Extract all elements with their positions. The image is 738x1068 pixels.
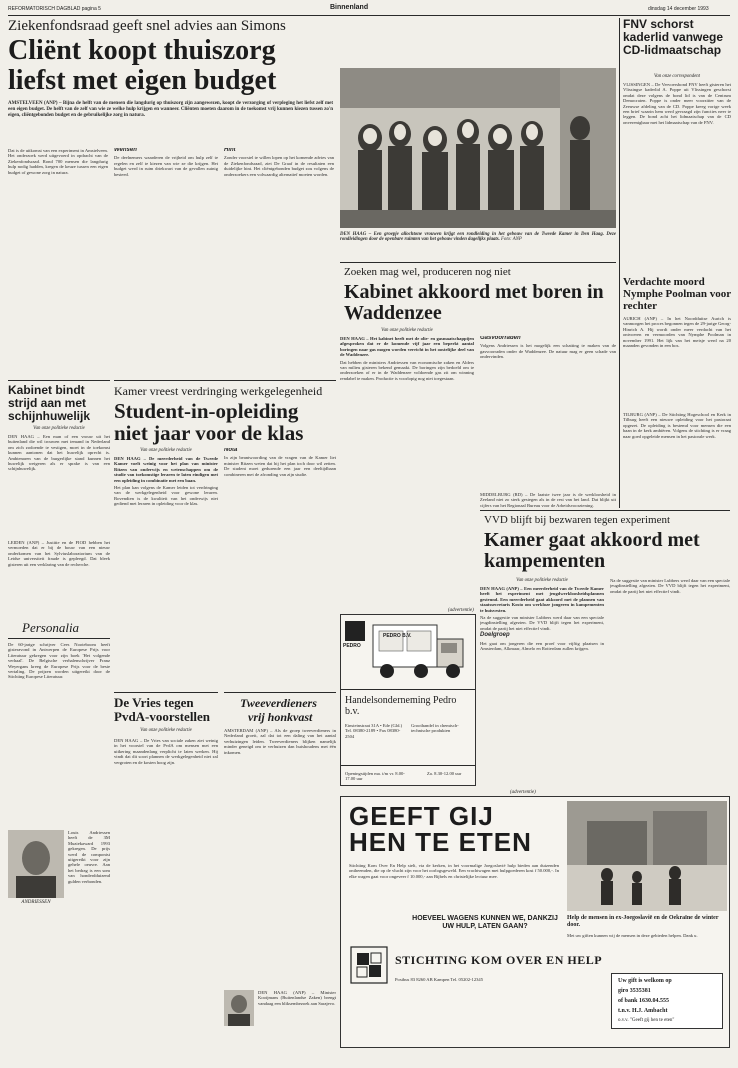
lead-col1 — [8, 148, 108, 378]
pedro-hours-right: Za. 8.30-12.00 uur — [427, 771, 462, 776]
waddenzee-col1 — [340, 336, 474, 604]
lead-col3-sub: Hint — [224, 148, 236, 153]
kooijmans-body: DEN HAAG (ANP) – Minister Kooijmans (Buitenlandse Zaken) brengt vandaag een bliksembezoek aan Sarajevo. — [258, 990, 336, 1006]
kabinet-strijd-body: DEN HAAG – Een man of een vrouw uit het buitenland die wil trouwen met iemand in Nederland om zich zodoende te vestigen, moet in de toekomst kunnen aantonen dat het huwelijk oprecht is. Ambtenaren van de burgerlijke stand kunnen het huwelijk weigeren als er sprake is van een schijnhuwelijk. — [8, 434, 110, 472]
kom-gift-box — [611, 973, 723, 1029]
pedro-hours-left: Openingstijden ma. t/m vr. 8.00-17.00 uur — [345, 771, 405, 782]
section-rule-middle — [114, 380, 336, 381]
kom-postbus: Postbus 83 8260 AB Kampen Tel. 05202-12345 — [395, 977, 484, 982]
waddenzee-intro: DEN HAAG – Het kabinet heeft met de olie- en gasmaatschappijen afgesproken dat er de komende vijf jaar een beperkt aantal boringen naar gas mogen worden verricht in het oostelijke deel van de Waddenzee. — [340, 336, 474, 358]
vvd-col2-text: Na de suggestie van minister Lubbers werd daar van een speciale jeugdinstelling afgezien. De VVD blijft tegen het experiment, omdat de partij het niet effectief vindt. — [610, 578, 730, 594]
kooijmans-photo — [224, 990, 254, 1026]
student-sub: Nota — [224, 448, 238, 453]
pvda-body: DEN HAAG – De Vries van sociale zaken ziet weinig in het voorstel van de PvdA om mensen met een uitkering maandenlang verplicht te laten werken. Hij vindt dat dit soort plannen de werkgelegenheid niet zal vergroten en de kosten hoog zijn. — [114, 738, 218, 765]
lead-intro: AMSTELVEEN (ANP) – Bijna de helft van de mensen die langdurig op thuiszorg zijn aangewezen, koopt de verzorging of verpleging het liefst zelf met een eigen budget. De helft van de zelf van wie ze welke hulp krijgen en wanneer. Cliënten moeten daarom in de toekomst vrij kunnen kiezen tussen zo'n eigen, cliëntgebonden budget en de gebruikelijke zorg in natura. — [8, 101, 333, 118]
masthead-date: dinsdag 14 december 1993 — [648, 6, 709, 12]
kom-logo-icon — [349, 945, 389, 985]
kom-org: STICHTING KOM OVER EN HELP — [395, 953, 603, 967]
masthead-paper: REFORMATORISCH DAGBLAD pagina 5 — [8, 6, 101, 12]
student-body-2: In zijn beantwoording van de vragen van de Kamer liet minister Ritzen weten dat hij het plan toch door wil zetten. De student moet gedurende een jaar een deeltijdbaan combineren met de afronding van zijn studie. — [224, 455, 336, 477]
student-col2 — [224, 448, 336, 688]
waddenzee-byline: Van onze politieke redactie — [381, 328, 433, 333]
parliament-photo — [340, 68, 616, 228]
kom-caption-body: Met uw giften kunnen wij de mensen in deze gebieden helpen. Dank u. — [567, 933, 698, 938]
personalia-body: De 60-jarige schrijver Cees Nooteboom heeft gisteravond in Antwerpen de Europese Prijs voor Literatuur gekregen voor zijn boek 'Het volgende verhaal'. De Belgische verhalenschrijver Franz Weyergans kreeg de Europese Prijs voor de beste vertaling. De prijzen worden uitgereikt door de Stichting Europese Literatuur. — [8, 642, 110, 680]
vvd-rule — [480, 510, 730, 511]
tilburg-body: TILBURG (ANP) – De Stichting Hogeschool en Kerk in Tilburg heeft een nieuwe opleiding voor het pastoraat opgezet. De opleiding is bestemd voor mensen die een baan in de kerk ambiëren. Volgens de stichting is er vraag naar goed opgeleide mensen in het pastorale werk. — [623, 412, 731, 439]
vvd-col1 — [480, 586, 604, 784]
pvda-headline: De Vries tegen PvdA-voorstellen — [114, 695, 211, 724]
parliament-photo-image — [340, 68, 616, 228]
tweeverdieners-body: AMSTERDAM (ANP) – Als de groep tweeverdieners in Nederland groeit, zal dat tot een daling van het aantal verhuizingen leiden. Tweeverdieners blijken namelijk minder geneigd om te verhuizen dan huishoudens met één inkomen. — [224, 728, 336, 755]
student-kicker: Kamer vreest verdringing werkgelegenheid — [114, 384, 323, 398]
vvd-col2 — [610, 578, 730, 784]
parliament-photo-credit: Foto: ANP — [500, 237, 522, 243]
personalia-heading: Personalia — [22, 620, 80, 635]
vvd-sub: Doelgroep — [480, 632, 510, 639]
parliament-photo-caption-text: DEN HAAG – Een groepje allochtone vrouwen krijgt een rondleiding in het gebouw van de Tweede Kamer in Den Haag. Deze rondleidingen door de openbare ruimten van het gebouw vinden dagelijks plaats. — [340, 232, 616, 243]
kom-gift-5: o.v.v. "Geeft gij hen te eten" — [618, 1018, 675, 1023]
student-col1 — [114, 456, 218, 688]
pedro-ad-label: (advertentie) — [448, 608, 474, 613]
kom-photo-image — [567, 801, 727, 911]
pedro-truck — [369, 619, 471, 685]
waddenzee-rule — [340, 262, 616, 263]
personalia-body-2: Louis Andriessen heeft de 3M Muziekaward 1993 gekregen. De prijs werd de componist uitgereikt voor zijn gehele oeuvre. Aan het bedrag is een som van honderdduizend gulden verbonden. — [68, 830, 110, 884]
pedro-address-right: Groothandel in chemisch-technische produkten — [411, 723, 459, 734]
waddenzee-kicker: Zoeken mag wel, produceren nog niet — [344, 266, 511, 278]
pvda-byline: Van onze politieke redactie — [140, 728, 192, 733]
kom-banner: HOEVEEL WAGENS KUNNEN WE, DANKZIJ UW HULP, LATEN GAAN? — [412, 915, 558, 930]
kom-gift-2: giro 3535381 — [618, 988, 651, 994]
fnv-headline: FNV schorst kaderlid vanwege CD-lidmaatschap — [623, 17, 724, 57]
student-headline: Student-in-opleiding niet jaar voor de klas — [114, 399, 304, 445]
kom-intro: Stichting Kom Over En Help stelt, via de kerken, in het voormalige Joegoslavië hulp bieden aan duizenden ontheemden, die op de vlucht zijn voor het oorlogsgeweld. Een vrachtwagen met hulpgoederen kost f 50.000,-. In elke wagen gaat voor ongeveer f 10.000,- aan Bijbels en christelijke lectuur mee. — [349, 863, 559, 879]
lead-kicker: Ziekenfondsraad geeft snel advies aan Simons — [8, 18, 286, 34]
kom-headline-2: HEN TE ETEN — [349, 827, 532, 857]
lead-headline-1: Cliënt koopt thuiszorg — [8, 35, 276, 66]
pedro-address-left: Einsteinstraat 31A • Ede (Gld.) Tel. 08380-2189 • Fax 08380-2504 — [345, 723, 403, 739]
student-intro: DEN HAAG – De meerderheid van de Tweede Kamer voelt weinig voor het plan van minister Ritzen van onderwijs en wetenschappen om de studie van toekomstige leraren te laten eindigen met een opleiding in combinatie met een baan. — [114, 456, 218, 483]
kabinet-strijd-byline: Van onze politieke redactie — [33, 426, 85, 431]
kom-logo — [349, 945, 389, 985]
waddenzee-col2 — [480, 336, 616, 486]
nymphe-headline: Verdachte moord Nymphe Poolman voor rechter — [623, 276, 731, 312]
lead-col1-text: Dat is de uitkomst van een experiment in Amstelveen. Het onderzoek werd uitgevoerd in opdracht van de Ziekenfondsraad. Rond 700 mensen die langdurig hulp nodig hadden, kregen de keuze tussen een eigen budget of gewone zorg in natura. — [8, 148, 108, 175]
lead-col2 — [114, 148, 218, 378]
andriessen-photo — [8, 830, 64, 898]
pedro-rule-2 — [341, 765, 475, 766]
pedro-ad — [340, 614, 476, 786]
tweeverdieners-kicker: Tweeverdieners — [240, 696, 317, 710]
kom-gift-1: Uw gift is welkom op — [618, 978, 672, 984]
vvd-body-2: Het gaat om jongeren die een proef voor vijftig plaatsen in Amsterdam, Alkmaar, Almelo en Rotterdam zullen krijgen. — [480, 640, 604, 652]
kom-gift-4: t.n.v. H.J. Ambacht — [618, 1008, 668, 1014]
fnv-byline: Van onze correspondent — [654, 74, 700, 79]
pedro-logo-text: PEDRO — [343, 643, 361, 649]
pedro-truck-image — [369, 619, 471, 685]
waddenzee-body-2: Volgens Andriessen is het mogelijk een schatting te maken van de gasvoorraden onder de Waddenzee. De natuur mag er geen schade van ondervinden. — [480, 343, 616, 360]
masthead-section: Binnenland — [330, 4, 369, 11]
student-body: Het plan kan volgens de Kamer leiden tot verdringing van de werkgelegenheid voor gewone leraren. Bovendien is de kwaliteit van het onderwijs niet gediend met leraren in opleiding voor de klas. — [114, 485, 218, 507]
vvd-byline: Van onze politieke redactie — [516, 578, 568, 583]
vvd-intro: DEN HAAG (ANP) – Een meerderheid van de Tweede Kamer heeft het experiment met jeugdwerkloosheidsplannen gesteund. Een meerderheid gaat akkoord met de plannen van staatssecretaris Kosto om werkloze jongeren in kampementen te huisvesten. — [480, 586, 604, 613]
kabinet-strijd-headline: Kabinet bindt strijd aan met schijnhuwelijk — [8, 383, 91, 423]
section-rule-left — [8, 380, 110, 381]
kooijmans-portrait — [224, 990, 254, 1026]
lead-col3 — [224, 148, 334, 378]
leiden-body: LEIDEN (ANP) – Justitie en de FIOD hebben het vermoeden dat er bij de bouw van een nieuw onderkomen van het Sylviuslaboratorium van de Leidse universiteit fraude is gepleegd. Dat bleek gisteren uit een verklaring van de recherche. — [8, 540, 110, 567]
pedro-truck-text: PEDRO B.V. — [383, 633, 412, 639]
masthead-rule — [8, 15, 730, 16]
kom-ad — [340, 796, 730, 1048]
waddenzee-headline: Kabinet akkoord met boren in Waddenzee — [344, 281, 604, 324]
pedro-rule — [341, 689, 475, 690]
kom-caption-title: Help de mensen in ex-Joegoslavië en de Oekraïne de winter door. — [567, 915, 719, 928]
andriessen-portrait — [8, 830, 64, 898]
kom-gift-3: of bank 1630.04.555 — [618, 998, 670, 1004]
right-column-divider — [619, 18, 620, 508]
middelburg-body: MIDDELBURG (RD) – De laatste twee jaar is de werkloosheid in Zeeland niet zo sterk gestegen als in de rest van het land. Dat blijkt uit cijfers van het Regionaal Bureau voor de Arbeidsvoorziening. — [480, 492, 616, 508]
waddenzee-sub: Gasvoorraden — [480, 336, 521, 341]
parliament-photo-caption — [340, 232, 616, 243]
kom-ad-label: (advertentie) — [510, 790, 536, 795]
pedro-logo — [345, 621, 365, 641]
lead-col3-text: Zonder voorstel te willen lopen op het komende advies van de Ziekenfondsraad, ziet De Graaf in de resultaten een duidelijke hint. Het cliëntgebonden budget zou volgens de onderzoekers een volwaardig alternatief moeten worden. — [224, 155, 334, 177]
tweeverdieners-rule — [224, 692, 336, 693]
vvd-kicker: VVD blijft bij bezwaren tegen experiment — [484, 514, 671, 526]
kom-photo — [567, 801, 727, 911]
student-byline: Van onze politieke redactie — [140, 448, 192, 453]
personalia-rule — [8, 638, 110, 639]
vvd-body: Na de suggestie van minister Lubbers werd daar van een speciale jeugdinstelling afgezien. De VVD blijft tegen het experiment, omdat de partij het niet effectief vindt. — [480, 615, 604, 631]
waddenzee-body: Dat hebben de ministers Andriessen van economische zaken en Alders van milieu gisteren bekend gemaakt. De boringen zijn bedoeld om te onderzoeken of er in de Waddenzee voldoende gas zit om winning rendabel te maken. Productie is voorlopig nog niet toegestaan. — [340, 359, 474, 381]
lead-headline-2: liefst met eigen budget — [8, 65, 277, 96]
pvda-rule — [114, 692, 218, 693]
kom-headline-1: GEEFT GIJ — [349, 801, 494, 831]
nymphe-body: AURICH (ANP) – In het Noordduitse Aurich is vanmorgen het proces begonnen tegen de 29-jarige Georg-Hinrich A. Hij wordt onder meer verdacht van het ontvoeren en vermoorden van Nymphe Poolman in november 1991. Het lijk van het meisje werd na 20 maanden gevonden in een bos. — [623, 316, 731, 349]
lead-col2-text: De deelnemers waarderen de vrijheid om hulp zelf te regelen en zelf te kiezen van wie ze die krijgen. Het budget werd in ruim driekwart van de gevallen zuinig besteed. — [114, 155, 218, 177]
tweeverdieners-headline: vrij honkvast — [248, 710, 313, 724]
lead-col2-sub: Wensen — [114, 148, 137, 153]
vvd-headline: Kamer gaat akkoord met kampementen — [484, 529, 700, 572]
pedro-company: Handelsonderneming Pedro b.v. — [345, 695, 457, 717]
fnv-body: VLISSINGEN – De Vervoersbond FNV heeft gisteren het Vlissingse kaderlid A. Poppe uit Vlissingen geschorst omdat deze volgens de bond lid is van de Centrum Democraten. Poppe is onder meer voorzitter van de Zeeuwse afdeling van de CD. Poppe kreeg vorige week een brief waarin hem werd gevraagd zijn functies neer te leggen. De bond acht het lidmaatschap van de CD onverenigbaar met het lidmaatschap van de FNV. — [623, 82, 731, 125]
andriessen-caption: ANDRIESSEN — [21, 900, 51, 905]
